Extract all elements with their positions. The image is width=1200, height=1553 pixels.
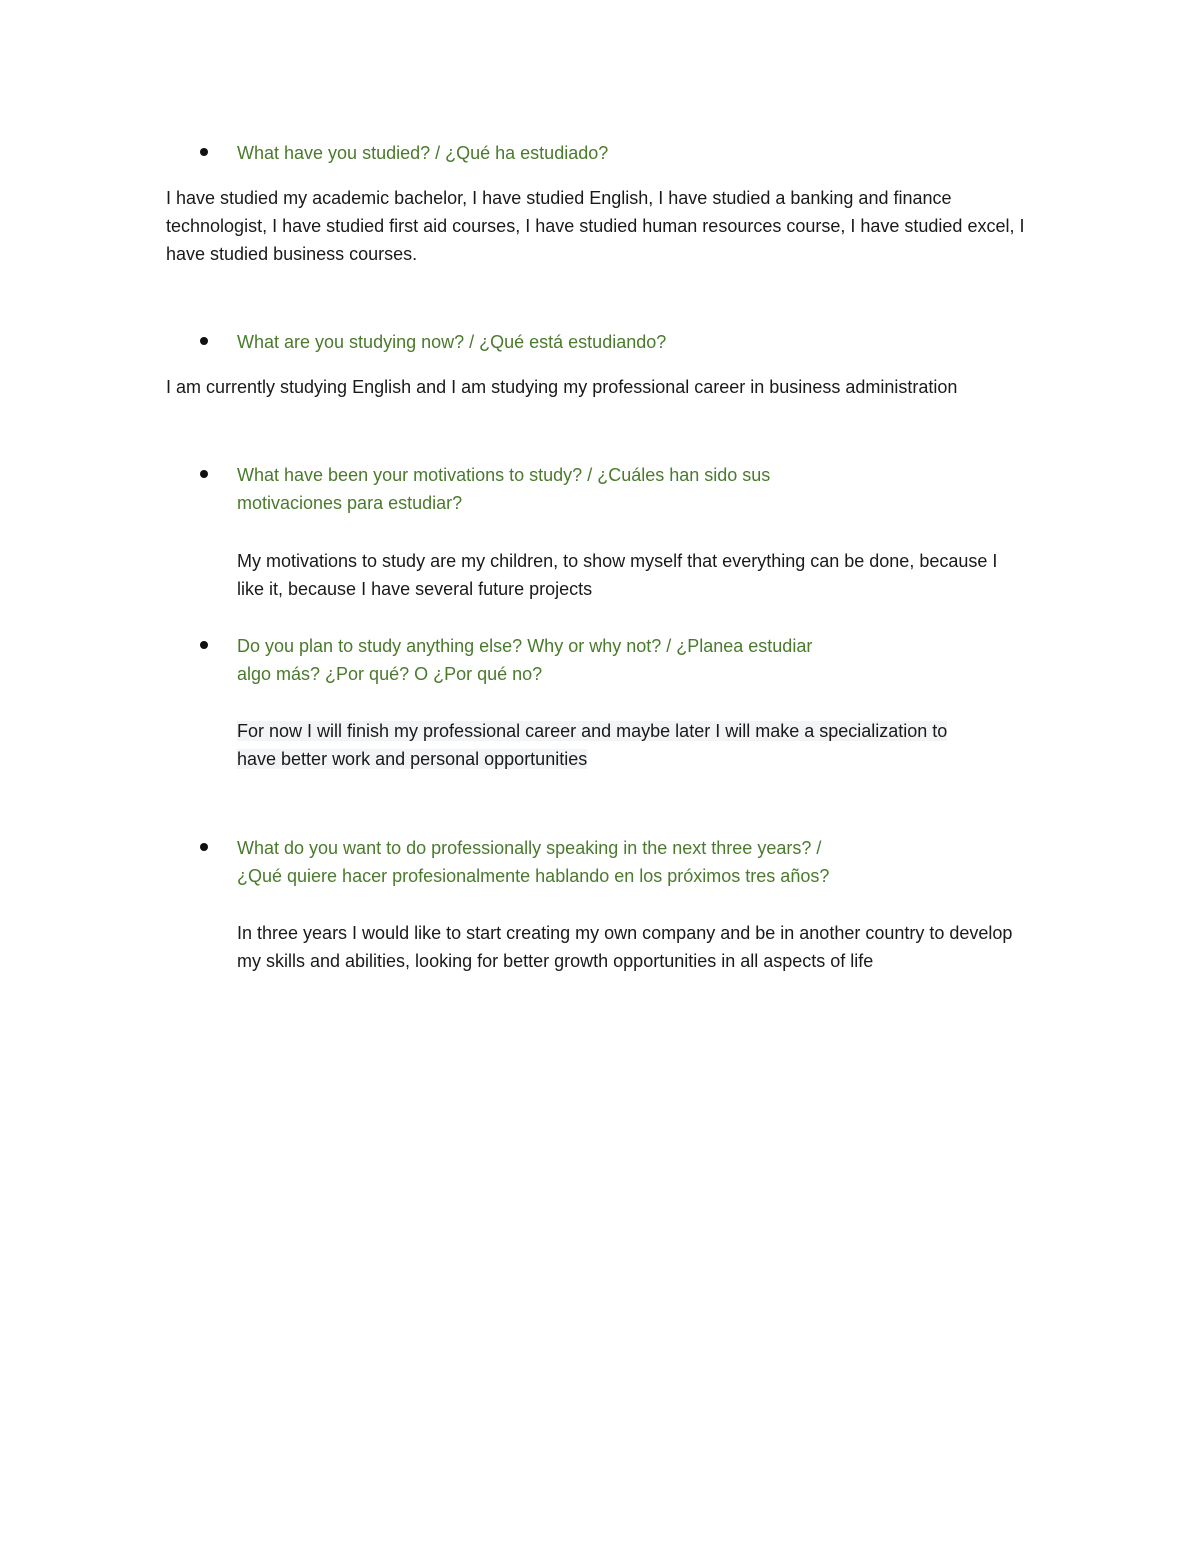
question-5 [237,834,997,890]
bullet-icon [200,148,208,156]
question-2: What are you studying now? / ¿Qué está estudiando? [237,332,667,352]
answer-4-line-2: have better work and personal opportunities [237,749,588,769]
answer-3: My motivations to study are my children, to show myself that everything can be done, because I like it, because I have several future projects [237,551,998,599]
question-3 [237,461,997,517]
question-4-line-2: algo más? ¿Por qué? O ¿Por qué no? [237,664,543,684]
answer-2: I am currently studying English and I am studying my professional career in business administration [166,377,958,397]
answer-1: I have studied my academic bachelor, I have studied English, I have studied a banking and finance technologist, I have studied first aid courses, I have studied human resources course, I have studied excel, I have studied business courses. [166,188,1025,264]
question-3-line-1: What have been your motivations to study? / ¿Cuáles han sido sus [237,465,771,485]
bullet-icon [200,337,208,345]
answer-5: In three years I would like to start creating my own company and be in another country to develop my skills and abilities, looking for better growth opportunities in all aspects of life [237,923,1013,971]
question-5-line-1: What do you want to do professionally speaking in the next three years? / [237,838,822,858]
question-4-line-1: Do you plan to study anything else? Why or why not? / ¿Planea estudiar [237,636,813,656]
bullet-icon [200,470,208,478]
question-4 [237,632,997,688]
answer-4 [237,717,1037,773]
question-3-line-2: motivaciones para estudiar? [237,493,463,513]
question-5-line-2: ¿Qué quiere hacer profesionalmente hablando en los próximos tres años? [237,866,830,886]
bullet-icon [200,843,208,851]
bullet-icon [200,641,208,649]
answer-4-line-1: For now I will finish my professional career and maybe later I will make a specialization to [237,721,948,741]
question-1: What have you studied? / ¿Qué ha estudiado? [237,143,609,163]
